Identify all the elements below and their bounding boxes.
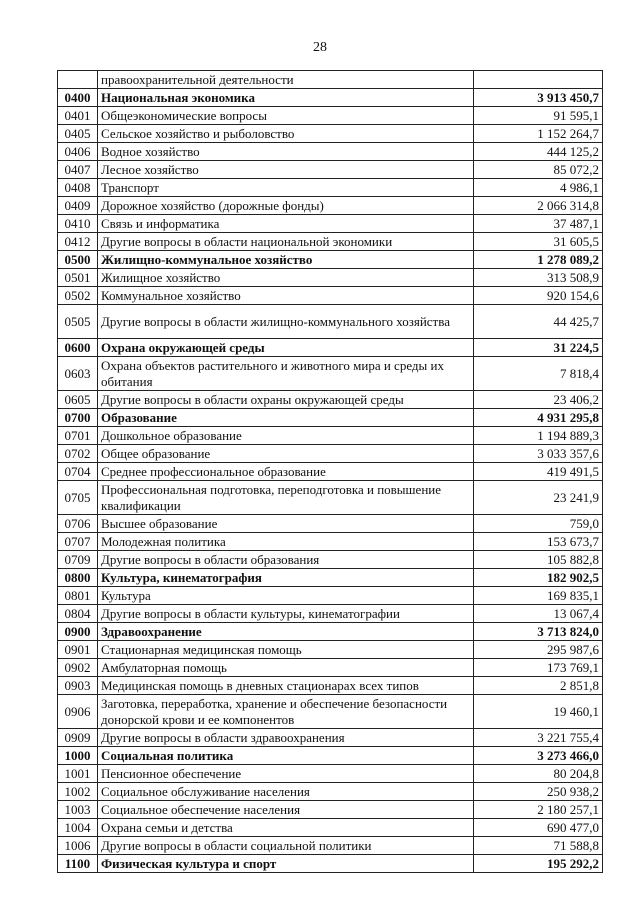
row-name: Социальное обслуживание населения [98, 783, 474, 801]
row-amount: 19 460,1 [474, 695, 603, 729]
section-row [58, 409, 603, 427]
row-amount: 2 851,8 [474, 677, 603, 695]
table-row [58, 837, 603, 855]
row-amount: 85 072,2 [474, 161, 603, 179]
row-name: Профессиональная подготовка, переподготовка и повышение квалификации [98, 481, 474, 515]
row-name: Другие вопросы в области социальной политики [98, 837, 474, 855]
row-code: 1100 [58, 855, 98, 873]
table-row [58, 143, 603, 161]
row-code: 0408 [58, 179, 98, 197]
table-row [58, 695, 603, 729]
row-code: 0603 [58, 357, 98, 391]
table-row [58, 551, 603, 569]
row-amount: 3 273 466,0 [474, 747, 603, 765]
table-row [58, 783, 603, 801]
table-row [58, 179, 603, 197]
row-code: 0704 [58, 463, 98, 481]
table-row [58, 801, 603, 819]
row-name: Дошкольное образование [98, 427, 474, 445]
row-amount: 23 241,9 [474, 481, 603, 515]
row-name: Дорожное хозяйство (дорожные фонды) [98, 197, 474, 215]
table-row [58, 125, 603, 143]
row-amount: 91 595,1 [474, 107, 603, 125]
row-name: Другие вопросы в области образования [98, 551, 474, 569]
row-amount: 173 769,1 [474, 659, 603, 677]
row-amount: 80 204,8 [474, 765, 603, 783]
page-number: 28 [313, 40, 327, 55]
row-amount: 44 425,7 [474, 305, 603, 339]
table-row [58, 481, 603, 515]
table-row [58, 71, 603, 89]
row-code: 0409 [58, 197, 98, 215]
row-code: 1001 [58, 765, 98, 783]
row-name: Связь и информатика [98, 215, 474, 233]
row-code: 0502 [58, 287, 98, 305]
row-amount: 920 154,6 [474, 287, 603, 305]
row-name: Медицинская помощь в дневных стационарах всех типов [98, 677, 474, 695]
table-row [58, 107, 603, 125]
row-code: 0903 [58, 677, 98, 695]
row-name: Высшее образование [98, 515, 474, 533]
row-amount: 4 931 295,8 [474, 409, 603, 427]
row-code: 0500 [58, 251, 98, 269]
row-name: Среднее профессиональное образование [98, 463, 474, 481]
row-name: Общеэкономические вопросы [98, 107, 474, 125]
row-code: 0406 [58, 143, 98, 161]
row-name: Другие вопросы в области национальной экономики [98, 233, 474, 251]
row-amount: 1 152 264,7 [474, 125, 603, 143]
row-code: 0804 [58, 605, 98, 623]
row-code: 0412 [58, 233, 98, 251]
section-row [58, 339, 603, 357]
section-row [58, 89, 603, 107]
row-amount: 105 882,8 [474, 551, 603, 569]
table-row [58, 287, 603, 305]
row-amount: 2 180 257,1 [474, 801, 603, 819]
row-code: 0505 [58, 305, 98, 339]
row-amount: 13 067,4 [474, 605, 603, 623]
section-row [58, 569, 603, 587]
table-row [58, 445, 603, 463]
row-name: Сельское хозяйство и рыболовство [98, 125, 474, 143]
row-name: Водное хозяйство [98, 143, 474, 161]
row-code: 1000 [58, 747, 98, 765]
row-name: Молодежная политика [98, 533, 474, 551]
row-amount: 3 221 755,4 [474, 729, 603, 747]
row-amount: 195 292,2 [474, 855, 603, 873]
row-code: 1006 [58, 837, 98, 855]
row-code: 0405 [58, 125, 98, 143]
row-code: 0600 [58, 339, 98, 357]
section-row [58, 855, 603, 873]
row-amount: 31 605,5 [474, 233, 603, 251]
row-code: 1004 [58, 819, 98, 837]
table-row [58, 305, 603, 339]
table-row [58, 587, 603, 605]
row-code: 0801 [58, 587, 98, 605]
row-amount: 690 477,0 [474, 819, 603, 837]
table-row [58, 197, 603, 215]
section-row [58, 747, 603, 765]
row-name: правоохранительной деятельности [98, 71, 474, 89]
section-row [58, 251, 603, 269]
table-row [58, 729, 603, 747]
table-row [58, 533, 603, 551]
row-name: Здравоохранение [98, 623, 474, 641]
table-row [58, 765, 603, 783]
row-name: Жилищно-коммунальное хозяйство [98, 251, 474, 269]
table-row [58, 819, 603, 837]
table-row [58, 463, 603, 481]
table-row [58, 427, 603, 445]
row-amount: 250 938,2 [474, 783, 603, 801]
row-code: 0705 [58, 481, 98, 515]
row-code: 0900 [58, 623, 98, 641]
row-name: Коммунальное хозяйство [98, 287, 474, 305]
row-name: Стационарная медицинская помощь [98, 641, 474, 659]
table-row [58, 515, 603, 533]
row-amount: 3 033 357,6 [474, 445, 603, 463]
row-amount: 182 902,5 [474, 569, 603, 587]
table-row [58, 269, 603, 287]
row-amount: 1 278 089,2 [474, 251, 603, 269]
row-code: 0707 [58, 533, 98, 551]
row-amount: 71 588,8 [474, 837, 603, 855]
table-row [58, 605, 603, 623]
table-row [58, 233, 603, 251]
row-amount: 2 066 314,8 [474, 197, 603, 215]
row-name: Другие вопросы в области жилищно-коммунального хозяйства [98, 305, 474, 339]
row-name: Образование [98, 409, 474, 427]
table-row [58, 161, 603, 179]
row-amount: 7 818,4 [474, 357, 603, 391]
row-name: Другие вопросы в области охраны окружающей среды [98, 391, 474, 409]
row-code: 0400 [58, 89, 98, 107]
row-code: 0407 [58, 161, 98, 179]
row-code: 0410 [58, 215, 98, 233]
table-row [58, 357, 603, 391]
row-name: Лесное хозяйство [98, 161, 474, 179]
row-code: 0501 [58, 269, 98, 287]
row-name: Охрана семьи и детства [98, 819, 474, 837]
row-amount: 1 194 889,3 [474, 427, 603, 445]
row-code: 1002 [58, 783, 98, 801]
row-amount: 169 835,1 [474, 587, 603, 605]
row-code: 0709 [58, 551, 98, 569]
row-amount: 419 491,5 [474, 463, 603, 481]
row-name: Охрана окружающей среды [98, 339, 474, 357]
row-amount: 37 487,1 [474, 215, 603, 233]
row-amount [474, 71, 603, 89]
row-amount: 3 913 450,7 [474, 89, 603, 107]
budget-table [57, 70, 603, 873]
row-amount: 444 125,2 [474, 143, 603, 161]
row-amount: 31 224,5 [474, 339, 603, 357]
row-name: Жилищное хозяйство [98, 269, 474, 287]
table-row [58, 641, 603, 659]
row-code: 0800 [58, 569, 98, 587]
row-code: 0605 [58, 391, 98, 409]
row-name: Амбулаторная помощь [98, 659, 474, 677]
row-code: 0702 [58, 445, 98, 463]
row-name: Другие вопросы в области культуры, кинематографии [98, 605, 474, 623]
row-code [58, 71, 98, 89]
row-amount: 759,0 [474, 515, 603, 533]
row-amount: 295 987,6 [474, 641, 603, 659]
row-name: Заготовка, переработка, хранение и обеспечение безопасности донорской крови и ее компонентов [98, 695, 474, 729]
row-name: Физическая культура и спорт [98, 855, 474, 873]
row-amount: 3 713 824,0 [474, 623, 603, 641]
row-name: Культура, кинематография [98, 569, 474, 587]
table-row [58, 677, 603, 695]
row-amount: 23 406,2 [474, 391, 603, 409]
row-name: Другие вопросы в области здравоохранения [98, 729, 474, 747]
row-name: Национальная экономика [98, 89, 474, 107]
row-code: 0906 [58, 695, 98, 729]
row-code: 0901 [58, 641, 98, 659]
section-row [58, 623, 603, 641]
row-name: Транспорт [98, 179, 474, 197]
row-code: 0700 [58, 409, 98, 427]
budget-table-body [58, 71, 603, 873]
row-code: 0706 [58, 515, 98, 533]
row-code: 0909 [58, 729, 98, 747]
table-row [58, 391, 603, 409]
row-amount: 153 673,7 [474, 533, 603, 551]
table-row [58, 215, 603, 233]
row-name: Культура [98, 587, 474, 605]
row-code: 0701 [58, 427, 98, 445]
row-code: 1003 [58, 801, 98, 819]
row-code: 0902 [58, 659, 98, 677]
row-name: Пенсионное обеспечение [98, 765, 474, 783]
row-name: Общее образование [98, 445, 474, 463]
row-name: Охрана объектов растительного и животного мира и среды их обитания [98, 357, 474, 391]
row-amount: 4 986,1 [474, 179, 603, 197]
row-name: Социальная политика [98, 747, 474, 765]
row-amount: 313 508,9 [474, 269, 603, 287]
row-name: Социальное обеспечение населения [98, 801, 474, 819]
row-code: 0401 [58, 107, 98, 125]
table-row [58, 659, 603, 677]
